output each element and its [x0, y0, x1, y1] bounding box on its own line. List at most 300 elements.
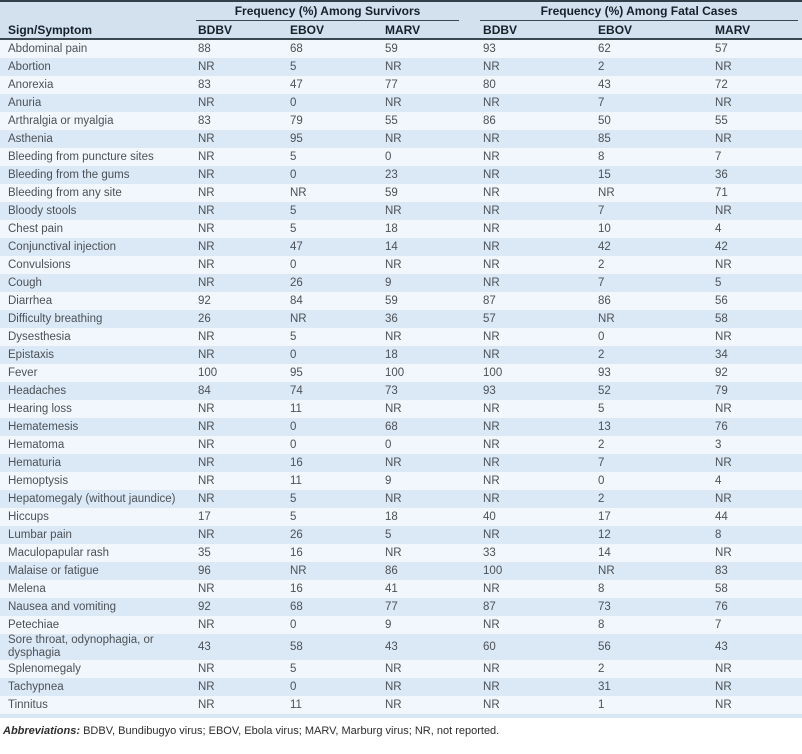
value-cell: 86	[377, 562, 475, 580]
table-row	[0, 346, 802, 364]
value-cell: 2	[590, 346, 707, 364]
value-cell: NR	[377, 544, 475, 562]
value-cell: 88	[190, 39, 282, 58]
value-cell: NR	[190, 202, 282, 220]
value-cell: NR	[190, 616, 282, 634]
value-cell: NR	[190, 148, 282, 166]
value-cell: NR	[590, 562, 707, 580]
value-cell: NR	[190, 400, 282, 418]
group-header-row	[0, 1, 802, 21]
value-cell: NR	[377, 58, 475, 76]
symptom-cell: Sore throat, odynophagia, or dysphagia	[0, 634, 190, 660]
value-cell: NR	[377, 696, 475, 714]
value-cell: 87	[475, 598, 590, 616]
value-cell: 62	[590, 39, 707, 58]
value-cell: 73	[590, 598, 707, 616]
value-cell: NR	[475, 490, 590, 508]
value-cell: 34	[707, 346, 802, 364]
value-cell: 77	[377, 76, 475, 94]
table-row	[0, 454, 802, 472]
value-cell: NR	[475, 328, 590, 346]
value-cell: 59	[377, 184, 475, 202]
value-cell: NR	[475, 526, 590, 544]
value-cell: NR	[377, 400, 475, 418]
abbreviations-label: Abbreviations:	[3, 725, 81, 737]
value-cell: 7	[707, 616, 802, 634]
value-cell: 43	[707, 634, 802, 660]
value-cell: 86	[475, 112, 590, 130]
value-cell: 83	[190, 76, 282, 94]
value-cell: 36	[707, 166, 802, 184]
value-cell: 57	[475, 310, 590, 328]
value-cell: NR	[475, 678, 590, 696]
value-cell: 0	[282, 346, 377, 364]
symptom-cell: Cough	[0, 274, 190, 292]
value-cell: NR	[707, 678, 802, 696]
symptom-cell: Petechiae	[0, 616, 190, 634]
value-cell: 5	[282, 202, 377, 220]
value-cell: 8	[590, 148, 707, 166]
symptom-cell: Hematemesis	[0, 418, 190, 436]
value-cell: 95	[282, 364, 377, 382]
value-cell: 83	[707, 562, 802, 580]
table-row	[0, 508, 802, 526]
value-cell: 55	[377, 112, 475, 130]
value-cell: 55	[707, 112, 802, 130]
value-cell: NR	[190, 184, 282, 202]
value-cell: NR	[707, 94, 802, 112]
value-cell: 100	[190, 364, 282, 382]
table-row	[0, 39, 802, 58]
value-cell: 83	[190, 112, 282, 130]
value-cell: 18	[377, 346, 475, 364]
table-row	[0, 678, 802, 696]
table-row	[0, 526, 802, 544]
value-cell: NR	[190, 454, 282, 472]
column-header-fatal-marv: MARV	[707, 21, 802, 39]
value-cell: NR	[590, 310, 707, 328]
value-cell: 33	[475, 544, 590, 562]
symptom-cell: Difficulty breathing	[0, 310, 190, 328]
value-cell: NR	[707, 58, 802, 76]
symptom-cell: Lumbar pain	[0, 526, 190, 544]
value-cell: 100	[475, 562, 590, 580]
symptom-cell: Chest pain	[0, 220, 190, 238]
table-row	[0, 436, 802, 454]
value-cell: 8	[590, 616, 707, 634]
value-cell: 47	[282, 238, 377, 256]
value-cell: 85	[590, 130, 707, 148]
value-cell: 9	[377, 616, 475, 634]
value-cell: NR	[475, 202, 590, 220]
value-cell: NR	[475, 220, 590, 238]
value-cell: 17	[590, 508, 707, 526]
value-cell: 47	[282, 76, 377, 94]
group-header-survivors	[190, 1, 475, 21]
value-cell: 77	[377, 598, 475, 616]
value-cell: NR	[707, 696, 802, 714]
value-cell: NR	[190, 526, 282, 544]
value-cell: 0	[377, 436, 475, 454]
value-cell: 26	[282, 526, 377, 544]
value-cell: 7	[590, 454, 707, 472]
value-cell: 44	[707, 508, 802, 526]
symptom-cell: Asthenia	[0, 130, 190, 148]
value-cell: NR	[190, 58, 282, 76]
table-row	[0, 220, 802, 238]
value-cell: 42	[707, 238, 802, 256]
table-row	[0, 580, 802, 598]
value-cell: NR	[475, 148, 590, 166]
value-cell: 93	[475, 39, 590, 58]
value-cell: 68	[282, 598, 377, 616]
value-cell: 50	[590, 112, 707, 130]
table-row	[0, 166, 802, 184]
value-cell: 0	[590, 328, 707, 346]
value-cell: NR	[707, 544, 802, 562]
table-row	[0, 184, 802, 202]
table-row	[0, 112, 802, 130]
column-header-survivors-bdbv: BDBV	[190, 21, 282, 39]
value-cell: 7	[590, 202, 707, 220]
value-cell: 31	[590, 678, 707, 696]
value-cell: 16	[282, 454, 377, 472]
value-cell: NR	[377, 454, 475, 472]
value-cell: 71	[707, 184, 802, 202]
value-cell: 96	[190, 562, 282, 580]
table-row	[0, 328, 802, 346]
value-cell: 57	[707, 39, 802, 58]
group-header-spacer	[0, 1, 190, 21]
symptom-cell: Melena	[0, 580, 190, 598]
value-cell: NR	[475, 184, 590, 202]
value-cell: NR	[190, 274, 282, 292]
value-cell: NR	[475, 436, 590, 454]
value-cell: NR	[707, 660, 802, 678]
value-cell: 0	[282, 418, 377, 436]
table-row	[0, 562, 802, 580]
table-row	[0, 544, 802, 562]
table-row	[0, 76, 802, 94]
group-header-fatal	[475, 1, 802, 21]
value-cell: 41	[377, 580, 475, 598]
value-cell: 58	[707, 310, 802, 328]
value-cell: NR	[475, 238, 590, 256]
value-cell: 93	[590, 364, 707, 382]
table-row	[0, 634, 802, 660]
table-row	[0, 256, 802, 274]
value-cell: 16	[282, 544, 377, 562]
value-cell: 5	[707, 274, 802, 292]
value-cell: 14	[590, 544, 707, 562]
value-cell: 1	[590, 696, 707, 714]
value-cell: NR	[475, 660, 590, 678]
value-cell: 7	[590, 274, 707, 292]
value-cell: 42	[590, 238, 707, 256]
symptom-cell: Splenomegaly	[0, 660, 190, 678]
table-row	[0, 292, 802, 310]
value-cell: 56	[707, 292, 802, 310]
value-cell: NR	[475, 454, 590, 472]
value-cell: 8	[590, 580, 707, 598]
value-cell: 0	[377, 148, 475, 166]
value-cell: 0	[590, 472, 707, 490]
value-cell: 43	[590, 76, 707, 94]
value-cell: NR	[190, 130, 282, 148]
value-cell: 9	[377, 274, 475, 292]
value-cell: 59	[377, 292, 475, 310]
value-cell: 11	[282, 696, 377, 714]
abbreviations-text: BDBV, Bundibugyo virus; EBOV, Ebola virus; MARV, Marburg virus; NR, not reported.	[80, 725, 500, 737]
value-cell: 13	[590, 418, 707, 436]
value-cell: 52	[590, 382, 707, 400]
value-cell: 2	[590, 436, 707, 454]
group-header-fatal-label: Frequency (%) Among Fatal Cases	[480, 2, 798, 21]
value-cell: 74	[282, 382, 377, 400]
value-cell: 2	[590, 256, 707, 274]
value-cell: 84	[190, 382, 282, 400]
value-cell: NR	[282, 310, 377, 328]
value-cell: 60	[475, 634, 590, 660]
value-cell: 7	[590, 94, 707, 112]
abbreviations-footnote	[3, 725, 802, 738]
value-cell: NR	[707, 454, 802, 472]
value-cell: NR	[190, 166, 282, 184]
value-cell: NR	[475, 256, 590, 274]
value-cell: 4	[707, 220, 802, 238]
value-cell: NR	[377, 130, 475, 148]
symptom-cell: Tachypnea	[0, 678, 190, 696]
value-cell: NR	[190, 418, 282, 436]
value-cell: 26	[282, 274, 377, 292]
value-cell: NR	[707, 130, 802, 148]
value-cell: 5	[282, 508, 377, 526]
value-cell: NR	[707, 490, 802, 508]
value-cell: NR	[475, 274, 590, 292]
value-cell: 7	[707, 148, 802, 166]
value-cell: NR	[475, 580, 590, 598]
value-cell: NR	[190, 328, 282, 346]
value-cell: NR	[707, 256, 802, 274]
group-header-survivors-label: Frequency (%) Among Survivors	[196, 2, 459, 21]
symptom-cell: Hematoma	[0, 436, 190, 454]
value-cell: 26	[190, 310, 282, 328]
value-cell: NR	[190, 436, 282, 454]
value-cell: NR	[282, 562, 377, 580]
value-cell: NR	[475, 696, 590, 714]
value-cell: 4	[707, 472, 802, 490]
symptom-cell: Abdominal pain	[0, 39, 190, 58]
value-cell: NR	[475, 346, 590, 364]
value-cell: 5	[282, 490, 377, 508]
value-cell: 72	[707, 76, 802, 94]
symptom-cell: Bleeding from the gums	[0, 166, 190, 184]
value-cell: NR	[190, 580, 282, 598]
value-cell: 11	[282, 472, 377, 490]
value-cell: 95	[282, 130, 377, 148]
column-header-survivors-marv: MARV	[377, 21, 475, 39]
value-cell: 86	[590, 292, 707, 310]
value-cell: NR	[190, 472, 282, 490]
value-cell: NR	[190, 696, 282, 714]
value-cell: NR	[590, 184, 707, 202]
table-row	[0, 400, 802, 418]
value-cell: NR	[707, 328, 802, 346]
value-cell: NR	[377, 202, 475, 220]
value-cell: 100	[377, 364, 475, 382]
table-row	[0, 418, 802, 436]
value-cell: NR	[282, 184, 377, 202]
value-cell: NR	[707, 400, 802, 418]
table-row	[0, 472, 802, 490]
symptom-cell: Fever	[0, 364, 190, 382]
table-row	[0, 58, 802, 76]
value-cell: 0	[282, 94, 377, 112]
symptom-cell: Diarrhea	[0, 292, 190, 310]
table-bottom-rule	[0, 714, 802, 718]
symptom-cell: Arthralgia or myalgia	[0, 112, 190, 130]
symptom-cell: Bleeding from puncture sites	[0, 148, 190, 166]
value-cell: NR	[377, 678, 475, 696]
table-row	[0, 94, 802, 112]
value-cell: 0	[282, 166, 377, 184]
symptom-cell: Convulsions	[0, 256, 190, 274]
value-cell: NR	[475, 616, 590, 634]
value-cell: 92	[190, 292, 282, 310]
symptom-cell: Conjunctival injection	[0, 238, 190, 256]
symptom-cell: Hepatomegaly (without jaundice)	[0, 490, 190, 508]
value-cell: 16	[282, 580, 377, 598]
value-cell: 5	[590, 400, 707, 418]
value-cell: 3	[707, 436, 802, 454]
value-cell: NR	[475, 94, 590, 112]
value-cell: 5	[282, 58, 377, 76]
table-row	[0, 202, 802, 220]
value-cell: 5	[377, 526, 475, 544]
symptom-cell: Abortion	[0, 58, 190, 76]
value-cell: 8	[707, 526, 802, 544]
symptom-cell: Hemoptysis	[0, 472, 190, 490]
symptom-cell: Anorexia	[0, 76, 190, 94]
table-row	[0, 598, 802, 616]
value-cell: 5	[282, 660, 377, 678]
value-cell: 76	[707, 418, 802, 436]
table-row	[0, 696, 802, 714]
value-cell: 93	[475, 382, 590, 400]
value-cell: 73	[377, 382, 475, 400]
value-cell: 18	[377, 508, 475, 526]
value-cell: NR	[377, 328, 475, 346]
table-row	[0, 616, 802, 634]
table-row	[0, 364, 802, 382]
value-cell: NR	[377, 490, 475, 508]
table-row	[0, 274, 802, 292]
value-cell: 18	[377, 220, 475, 238]
table-row	[0, 238, 802, 256]
table-row	[0, 130, 802, 148]
value-cell: 84	[282, 292, 377, 310]
table-header	[0, 1, 802, 39]
symptom-cell: Maculopapular rash	[0, 544, 190, 562]
value-cell: 58	[707, 580, 802, 598]
column-header-fatal-bdbv: BDBV	[475, 21, 590, 39]
symptom-cell: Hematuria	[0, 454, 190, 472]
symptom-cell: Anuria	[0, 94, 190, 112]
value-cell: 79	[282, 112, 377, 130]
symptom-cell: Hearing loss	[0, 400, 190, 418]
value-cell: 9	[377, 472, 475, 490]
symptom-cell: Bloody stools	[0, 202, 190, 220]
value-cell: NR	[475, 166, 590, 184]
value-cell: 56	[590, 634, 707, 660]
value-cell: 0	[282, 436, 377, 454]
value-cell: 15	[590, 166, 707, 184]
value-cell: NR	[190, 660, 282, 678]
value-cell: 100	[475, 364, 590, 382]
table-row	[0, 148, 802, 166]
table-row	[0, 310, 802, 328]
value-cell: NR	[190, 256, 282, 274]
value-cell: NR	[190, 490, 282, 508]
table-row	[0, 490, 802, 508]
value-cell: 92	[707, 364, 802, 382]
value-cell: 2	[590, 660, 707, 678]
value-cell: 17	[190, 508, 282, 526]
value-cell: NR	[190, 346, 282, 364]
value-cell: 11	[282, 400, 377, 418]
value-cell: NR	[475, 472, 590, 490]
value-cell: 76	[707, 598, 802, 616]
value-cell: 36	[377, 310, 475, 328]
value-cell: NR	[377, 256, 475, 274]
value-cell: NR	[475, 400, 590, 418]
value-cell: NR	[475, 130, 590, 148]
symptom-cell: Nausea and vomiting	[0, 598, 190, 616]
value-cell: NR	[190, 238, 282, 256]
symptom-cell: Tinnitus	[0, 696, 190, 714]
value-cell: 80	[475, 76, 590, 94]
value-cell: 58	[282, 634, 377, 660]
value-cell: NR	[190, 678, 282, 696]
value-cell: NR	[377, 94, 475, 112]
value-cell: NR	[190, 220, 282, 238]
value-cell: 79	[707, 382, 802, 400]
value-cell: NR	[377, 660, 475, 678]
value-cell: 14	[377, 238, 475, 256]
value-cell: 12	[590, 526, 707, 544]
value-cell: 40	[475, 508, 590, 526]
symptom-cell: Malaise or fatigue	[0, 562, 190, 580]
value-cell: 5	[282, 220, 377, 238]
table-row	[0, 660, 802, 678]
table-body	[0, 39, 802, 714]
value-cell: 68	[282, 39, 377, 58]
symptom-cell: Hiccups	[0, 508, 190, 526]
symptom-cell: Bleeding from any site	[0, 184, 190, 202]
value-cell: 23	[377, 166, 475, 184]
value-cell: 87	[475, 292, 590, 310]
value-cell: 43	[190, 634, 282, 660]
value-cell: 5	[282, 148, 377, 166]
value-cell: NR	[190, 94, 282, 112]
symptom-cell: Dysesthesia	[0, 328, 190, 346]
value-cell: 43	[377, 634, 475, 660]
value-cell: NR	[707, 202, 802, 220]
value-cell: 0	[282, 256, 377, 274]
column-header-row	[0, 21, 802, 39]
value-cell: NR	[475, 58, 590, 76]
value-cell: 92	[190, 598, 282, 616]
